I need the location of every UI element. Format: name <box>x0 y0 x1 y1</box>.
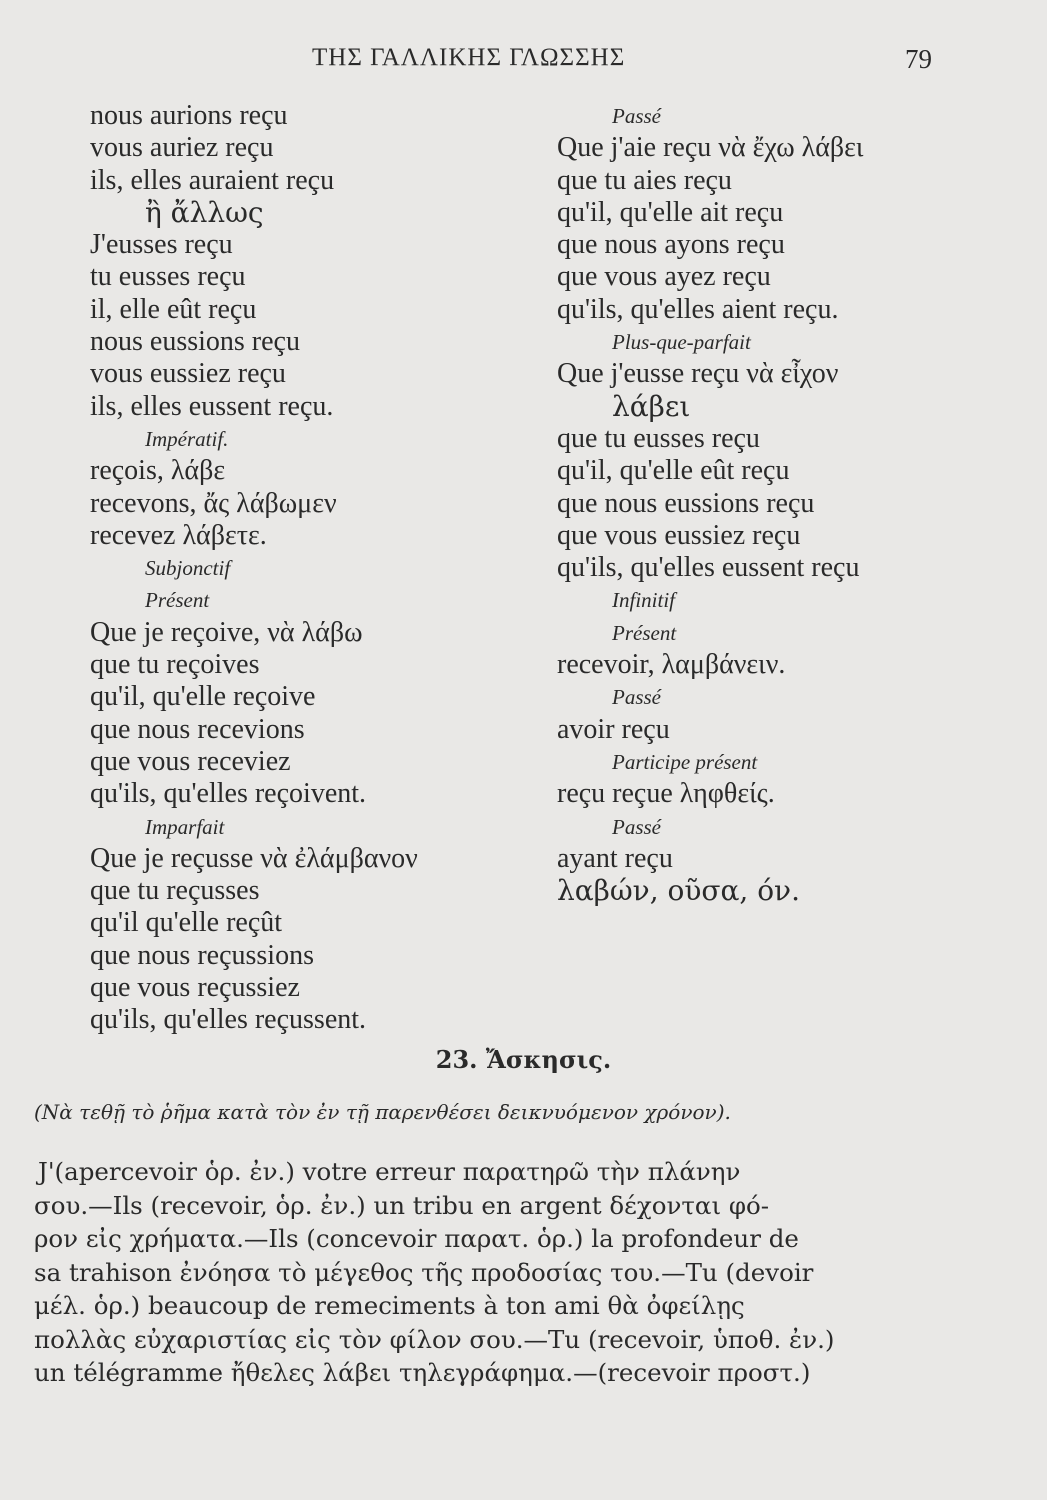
tense-heading: Subjonctif <box>145 556 231 581</box>
tense-heading: Passé <box>612 104 661 128</box>
conjugation-line: que tu eusses reçu <box>557 422 760 454</box>
exercise-line: σου.—Ils (recevoir, ὁρ. ἐν.) un tribu en argent δέχονται φό- <box>34 1190 770 1220</box>
tense-heading: Plus-que-parfait <box>612 330 751 355</box>
conjugation-line: qu'ils, qu'elles eussent reçu <box>557 552 860 584</box>
tense-heading: Présent <box>612 620 677 645</box>
exercise-line: sa trahison ἐνόησα τὸ μέγεθος τῆς προδοσίας του.—Tu (devoir <box>34 1257 814 1287</box>
page-number: 79 <box>905 44 932 74</box>
conjugation-line: que vous ayez reçu <box>557 261 771 293</box>
conjugation-line: reçu reçue ληφθείς. <box>557 778 775 810</box>
exercise-instruction: (Νὰ τεθῇ τὸ ῥῆμα κατὰ τὸν ἐν τῇ παρενθέσει δεικνυόμενον χρόνον). <box>34 1100 731 1124</box>
conjugation-line: ἢ ἄλλως <box>145 195 264 229</box>
conjugation-line: tu eusses reçu <box>90 261 246 293</box>
conjugation-line: il, elle eût reçu <box>90 293 257 325</box>
conjugation-line: que vous eussiez reçu <box>557 519 801 551</box>
tense-heading: Présent <box>145 588 210 613</box>
exercise-line: μέλ. ὁρ.) beaucoup de remeciments à ton ami θὰ ὀφείλῃς <box>34 1291 745 1320</box>
conjugation-line: reçois, λάβε <box>90 455 226 487</box>
exercise-line: ρον εἰς χρήματα.—Ils (concevoir παρατ. ὁρ.) la profondeur de <box>34 1224 799 1253</box>
conjugation-line: que tu aies reçu <box>557 164 732 196</box>
conjugation-line: qu'ils, qu'elles reçussent. <box>90 1004 367 1036</box>
conjugation-line: que tu reçoives <box>90 649 260 681</box>
conjugation-line: qu'ils, qu'elles aient reçu. <box>557 293 839 325</box>
conjugation-line: λαβών, οῦσα, όν. <box>557 874 800 908</box>
conjugation-line: ayant reçu <box>557 842 673 874</box>
conjugation-line: que nous recevions <box>90 713 305 745</box>
tense-heading: Passé <box>612 685 661 710</box>
conjugation-line: recevoir, λαμβάνειν. <box>557 649 786 681</box>
left-conjugation-column <box>90 100 530 1037</box>
conjugation-line: vous auriez reçu <box>90 132 274 164</box>
conjugation-line: que vous reçussiez <box>90 972 300 1004</box>
tense-heading: Impératif. <box>145 426 229 451</box>
conjugation-line: nous eussions reçu <box>90 326 300 358</box>
conjugation-line: J'eusses reçu <box>90 229 233 261</box>
conjugation-line: qu'il, qu'elle reçoive <box>90 681 316 713</box>
conjugation-line: nous aurions reçu <box>90 100 288 131</box>
tense-heading: Participe présent <box>612 749 758 774</box>
conjugation-line: λάβει <box>612 389 691 423</box>
exercise-line: un télégramme ἤθελες λάβει τηλεγράφημα.—(recevoir προστ.) <box>34 1358 811 1387</box>
conjugation-line: avoir reçu <box>557 713 670 745</box>
conjugation-line: ils, elles auraient reçu <box>90 164 335 196</box>
conjugation-line: Que j'eusse reçu νὰ εἶχον <box>557 358 839 390</box>
right-conjugation-column <box>557 100 997 907</box>
conjugation-line: recevez λάβετε. <box>90 519 267 551</box>
conjugation-line: qu'il qu'elle reçût <box>90 907 283 939</box>
conjugation-line: que nous reçussions <box>90 939 314 971</box>
exercise-line: J'(apercevoir ὁρ. ἐν.) votre erreur παρατηρῶ τὴν πλάνην <box>38 1157 741 1186</box>
conjugation-line: qu'il, qu'elle eût reçu <box>557 455 790 487</box>
tense-heading: Imparfait <box>145 814 225 839</box>
exercise-text <box>34 1155 1014 1390</box>
conjugation-line: Que j'aie reçu νὰ ἔχω λάβει <box>557 132 864 164</box>
tense-heading: Passé <box>612 814 661 839</box>
conjugation-line: Que je reçoive, νὰ λάβω <box>90 616 363 648</box>
conjugation-line: qu'il, qu'elle ait reçu <box>557 196 784 228</box>
page-header <box>0 44 1047 84</box>
conjugation-line: qu'ils, qu'elles reçoivent. <box>90 778 367 810</box>
exercise-title: 23. Ἄσκησις. <box>435 1045 612 1074</box>
conjugation-line: que nous ayons reçu <box>557 229 785 261</box>
conjugation-line: recevons, ἄς λάβωμεν <box>90 487 337 519</box>
exercise-line: πολλὰς εὐχαριστίας εἰς τὸν φίλον σου.—Tu (recevoir, ὑποθ. ἐν.) <box>34 1324 835 1354</box>
tense-heading: Infinitif <box>612 588 675 613</box>
conjugation-line: que vous receviez <box>90 745 291 777</box>
conjugation-line: que nous eussions reçu <box>557 487 815 519</box>
conjugation-line: Que je reçusse νὰ ἐλάμβανον <box>90 842 418 874</box>
conjugation-line: vous eussiez reçu <box>90 358 286 390</box>
running-title: ΤΗΣ ΓΑΛΛΙΚΗΣ ΓΛΩΣΣΗΣ <box>312 44 626 71</box>
conjugation-line: ils, elles eussent reçu. <box>90 390 334 422</box>
conjugation-line: que tu reçusses <box>90 875 260 907</box>
